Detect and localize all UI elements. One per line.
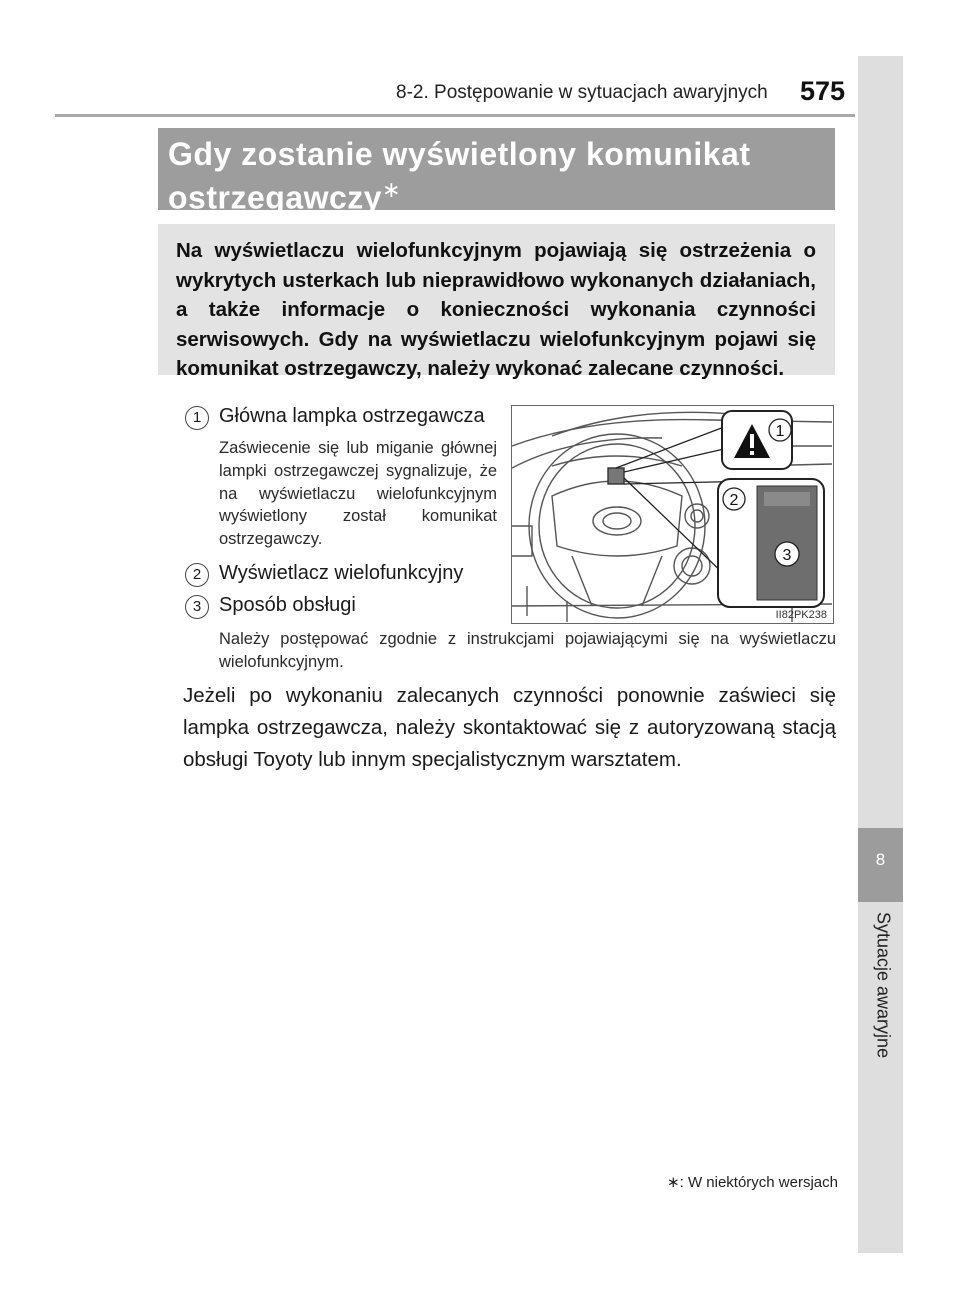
item-1-description: Zaświecenie się lub miganie głównej lampki ostrzegawczej sygnalizuje, że na wyświetlaczu wielofunkcyjnym wyświetlony został komunikat ostrzegawczy. xyxy=(219,439,497,549)
header-rule xyxy=(55,114,855,117)
display-callout xyxy=(718,479,824,607)
callout-circle: 1 xyxy=(185,406,209,430)
chapter-label xyxy=(853,912,913,1122)
section-heading-band xyxy=(158,128,835,216)
intro-text: Na wyświetlaczu wielofunkcyjnym pojawiają się ostrzeżenia o wykrytych usterkach lub nieprawidłowo wykonanych działaniach, a także informacje o konieczności wykonania czynności serwisowych. Gdy na wyświetlaczu wielofunkcyjnym pojawi się komunikat ostrzegawczy, należy wykonać zalecane czynności. xyxy=(176,239,816,381)
dashboard-drawing xyxy=(512,406,832,622)
item-2-number xyxy=(185,563,209,587)
item-3-number xyxy=(185,595,209,619)
page-number: 575 xyxy=(800,76,846,106)
footnote: ∗: W niektórych wersjach xyxy=(667,1174,838,1191)
figure-code: II82PK238 xyxy=(775,609,827,621)
item-2-label: Wyświetlacz wielofunkcyjny xyxy=(219,562,464,584)
item-1-number xyxy=(185,406,209,430)
item-3-label: Sposób obsługi xyxy=(219,594,356,616)
intro-box xyxy=(158,224,835,381)
callout-1: 1 xyxy=(775,423,785,440)
callout-2: 2 xyxy=(729,492,739,509)
section-title: 8-2. Postępowanie w sytuacjach awaryjnych xyxy=(396,82,768,103)
body-paragraph: Jeżeli po wykonaniu zalecanych czynności ponownie zaświeci się lampka ostrzegawcza, należy skontaktować się z autoryzowaną stacją obsługi Toyoty lub innym specjalistycznym warsztatem. xyxy=(183,684,836,771)
section-heading-text: Gdy zostanie wyświetlony komunikat ostrzegawczy xyxy=(168,136,751,216)
item-1-label: Główna lampka ostrzegawcza xyxy=(219,405,485,427)
warning-lamp-callout xyxy=(722,411,792,469)
callout-3: 3 xyxy=(782,547,792,564)
section-heading xyxy=(168,136,828,216)
chapter-label-text: Sytuacje awaryjne xyxy=(873,912,894,1059)
asterisk-marker: ∗ xyxy=(382,177,402,202)
callout-circle: 3 xyxy=(185,595,209,619)
item-3-description: Należy postępować zgodnie z instrukcjami pojawiającymi się na wyświetlaczu wielofunkcyjnym. xyxy=(219,630,836,671)
callout-circle: 2 xyxy=(185,563,209,587)
dashboard-illustration xyxy=(511,405,834,624)
chapter-number: 8 xyxy=(875,850,886,869)
